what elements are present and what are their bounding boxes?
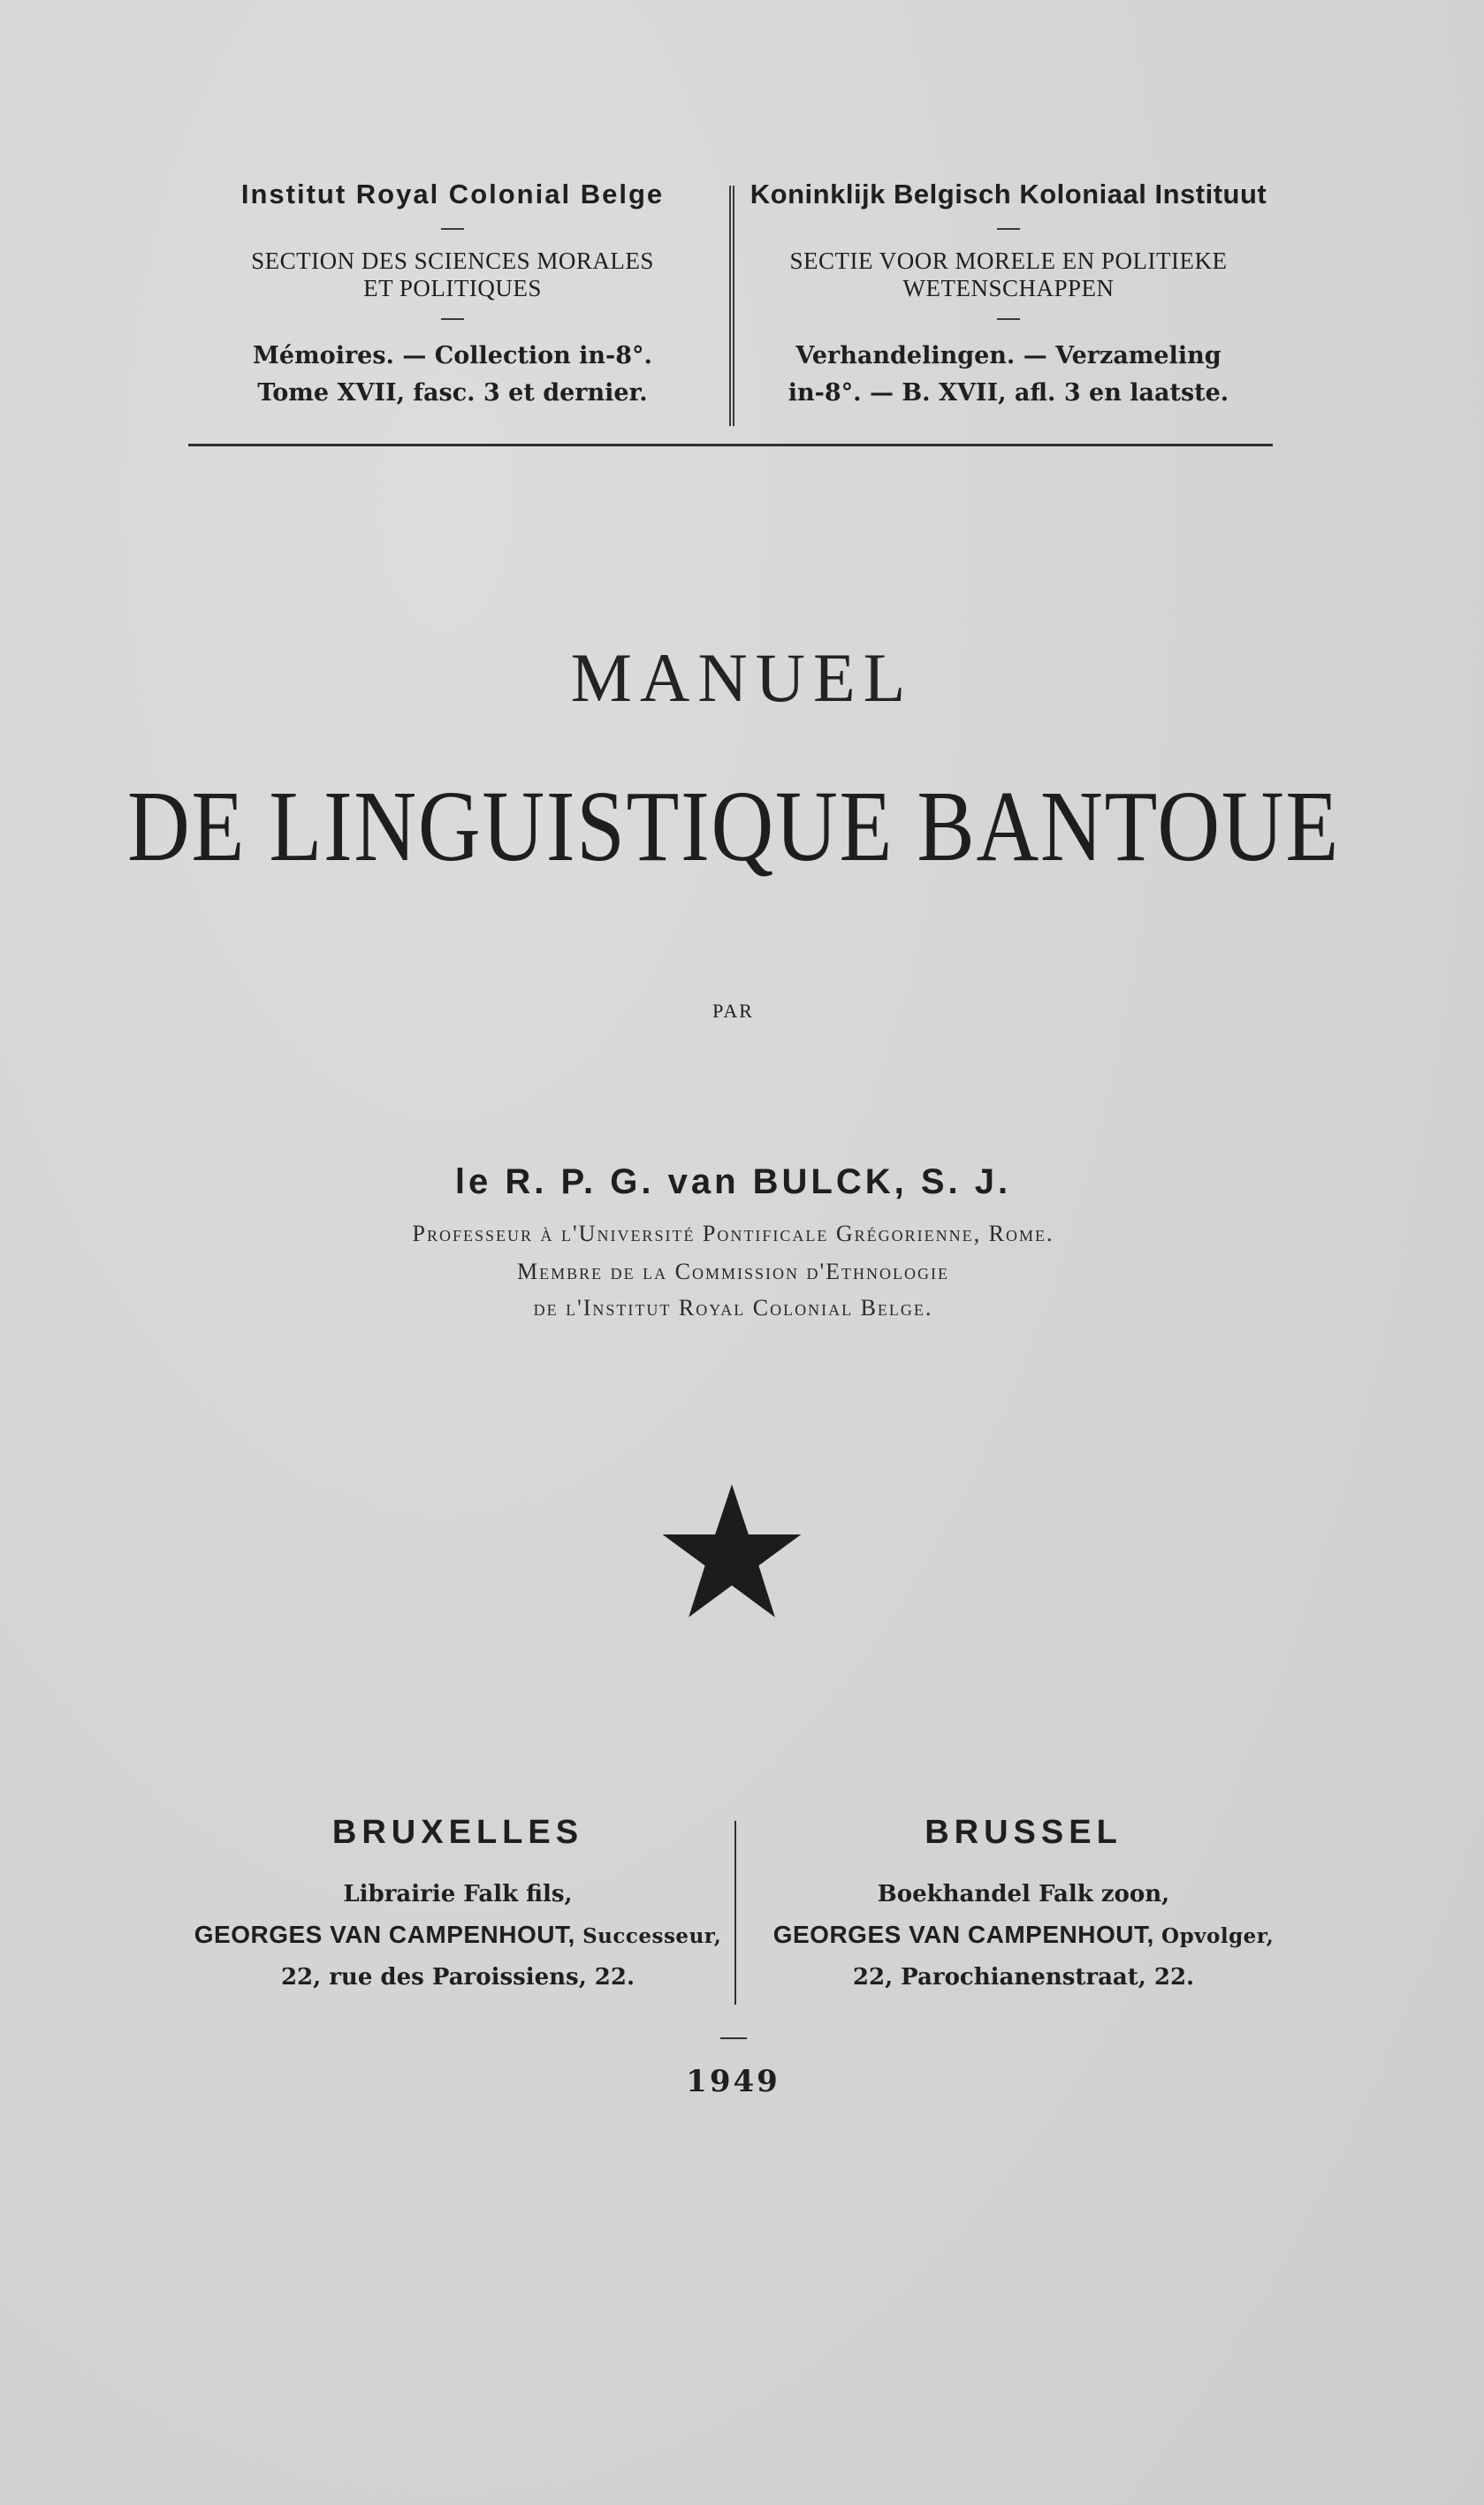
author-affiliation-line3: de l'Institut Royal Colonial Belge.: [533, 1295, 933, 1321]
publisher-french-role: Successeur,: [582, 1924, 722, 1948]
author-affiliation-line2: Membre de la Commission d'Ethnologie: [516, 1259, 949, 1284]
publisher-dutch-address: 22, Parochianenstraat, 22.: [852, 1964, 1195, 1991]
publisher-french-name: GEORGES VAN CAMPENHOUT,: [194, 1921, 575, 1948]
series-dutch-line1: Verhandelingen. — Verzameling: [795, 342, 1221, 369]
section-title-dutch-line1: SECTIE VOOR MORELE EN POLITIEKE: [789, 247, 1228, 274]
author-affiliation-line1: Professeur à l'Université Pontificale Grégorienne, Rome.: [412, 1221, 1054, 1246]
institute-name-dutch: Koninklijk Belgisch Koloniaal Instituut: [750, 179, 1267, 209]
dash-separator: [997, 228, 1020, 230]
dash-separator: [441, 318, 464, 320]
header: [188, 177, 1273, 447]
publisher-dutch-column: [753, 1812, 1294, 1998]
publisher-french-line1: Librairie Falk fils,: [343, 1881, 573, 1907]
year-dash: [720, 2037, 747, 2039]
section-title-french-line1: SECTION DES SCIENCES MORALES: [251, 247, 654, 274]
header-french-column: [188, 177, 717, 412]
series-dutch-line2: in-8°. — B. XVII, afl. 3 en laatste.: [788, 379, 1229, 407]
publication-year: 1949: [686, 2064, 780, 2099]
dash-separator: [997, 318, 1020, 320]
publisher-divider: [734, 1821, 736, 2005]
publisher-french-address: 22, rue des Paroissiens, 22.: [280, 1964, 635, 1991]
city-french: BRUXELLES: [331, 1814, 584, 1851]
header-double-divider: [729, 186, 734, 426]
section-title-french-line2: ET POLITIQUES: [363, 275, 542, 301]
series-french-line1: Mémoires. — Collection in-8°.: [253, 342, 652, 369]
publisher-french-column: [187, 1812, 728, 1998]
author-name: le R. P. G. van BULCK, S. J.: [454, 1162, 1012, 1201]
publisher-dutch-role: Opvolger,: [1161, 1924, 1275, 1948]
dash-separator: [441, 228, 464, 230]
publisher-block: [187, 1812, 1294, 2015]
by-label: PAR: [712, 1000, 754, 1022]
star-icon: [660, 1481, 803, 1623]
title-line2: DE LINGUISTIQUE BANTOUE: [126, 770, 1340, 882]
publisher-dutch-line2: [753, 1915, 1294, 1957]
publisher-dutch-line1: Boekhandel Falk zoon,: [877, 1881, 1170, 1907]
series-french-line2: Tome XVII, fasc. 3 et dernier.: [257, 379, 648, 407]
header-rule: [188, 444, 1273, 446]
city-dutch: BRUSSEL: [925, 1814, 1123, 1851]
header-dutch-column: [744, 177, 1273, 412]
title-line1: MANUEL: [570, 639, 914, 716]
publisher-french-line2: [187, 1915, 728, 1957]
institute-name-french: Institut Royal Colonial Belge: [240, 179, 665, 209]
publisher-dutch-name: GEORGES VAN CAMPENHOUT,: [772, 1921, 1154, 1948]
section-title-dutch-line2: WETENSCHAPPEN: [902, 275, 1115, 301]
